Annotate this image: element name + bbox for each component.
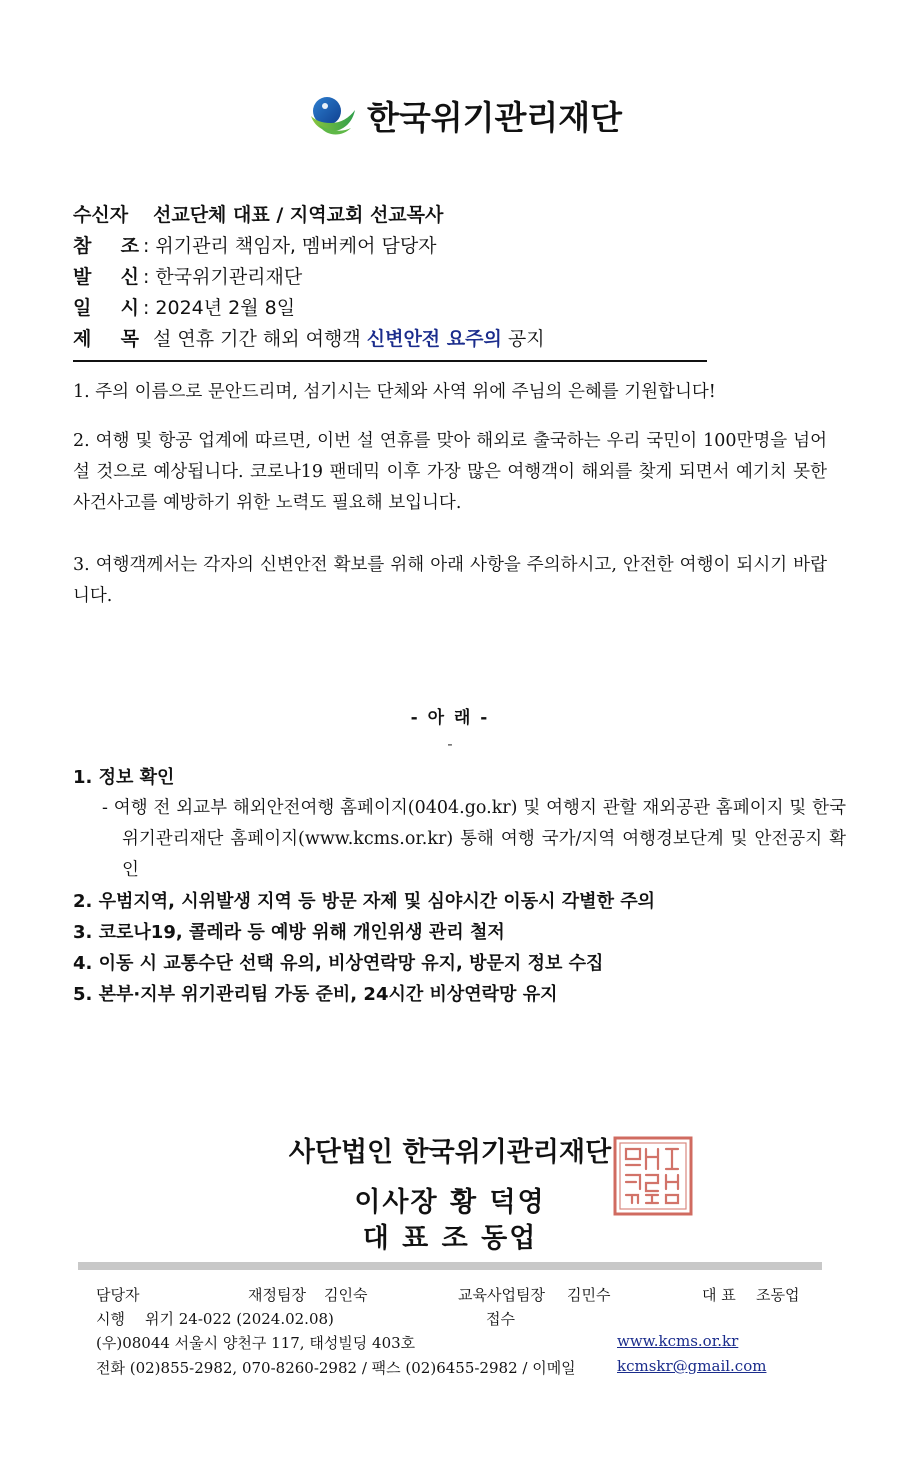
notice-title: - 아 래 -: [410, 708, 490, 728]
footer-email-link[interactable]: kcmskr@gmail.com: [617, 1357, 767, 1375]
sender-row: 발 신 : 한국위기관리재단: [73, 262, 713, 293]
notice-dash: -: [447, 735, 453, 753]
paragraph-background: 2. 여행 및 항공 업계에 따르면, 이번 설 연휴를 맞아 해외로 출국하는 우리 국민이 100만명을 넘어설 것으로 예상됩니다. 코로나19 팬데믹 이후 가장 많은 여행객이 해외를 찾게 되면서 예기치 못한 사건사고를 예방하기 위한 노력도 필요해 보입니다.: [73, 431, 827, 513]
date-row: 일 시 : 2024년 2월 8일: [73, 293, 713, 324]
recipient-row: [73, 200, 713, 231]
signature-org: 사단법인 한국위기관리재단: [288, 1137, 612, 1168]
notice-item-2: 2. 우범지역, 시위발생 지역 등 방문 자제 및 심야시간 이동시 각별한 주의: [73, 891, 655, 912]
paragraph-greeting: 1. 주의 이름으로 문안드리며, 섬기시는 단체와 사역 위에 주님의 은혜를 기원합니다!: [73, 382, 716, 402]
reference-value: 위기관리 책임자, 멤버케어 담당자: [155, 235, 437, 257]
notice-item-5: 5. 본부·지부 위기관리팀 가동 준비, 24시간 비상연락망 유지: [73, 984, 558, 1005]
footer-address: (우)08044 서울시 양천구 117, 태성빌딩 403호: [96, 1334, 416, 1352]
footer-contact: 전화 (02)855-2982, 070-8260-2982 / 팩스 (02)6455-2982 / 이메일: [96, 1359, 576, 1377]
footer-edu-name: 김민수: [567, 1286, 611, 1304]
org-header: [305, 92, 622, 139]
paragraph-request: 3. 여행객께서는 각자의 신변안전 확보를 위해 아래 사항을 주의하시고, 안전한 여행이 되시기 바랍니다.: [73, 555, 827, 606]
notice-item-1-detail: - 여행 전 외교부 해외안전여행 홈페이지(0404.go.kr) 및 여행지 관할 재외공관 홈페이지 및 한국위기관리재단 홈페이지(www.kcms.or.kr) 통해 여행 국가/지역 여행경보단계 및 안전공지 확인: [102, 798, 846, 880]
signature-rep: 대 표 조 동업: [362, 1223, 538, 1254]
notice-item-4: 4. 이동 시 교통수단 선택 유의, 비상연락망 유지, 방문지 정보 수집: [73, 953, 604, 974]
reference-label: 참 조: [73, 235, 139, 257]
subject-row: [73, 324, 713, 355]
official-seal-icon: [612, 1135, 694, 1217]
footer-enforce-label: 시행: [96, 1310, 125, 1328]
footer-website-link[interactable]: www.kcms.or.kr: [617, 1332, 739, 1350]
footer-rep-name: 조동업: [756, 1286, 800, 1304]
footer-rep-label: 대 표: [702, 1286, 736, 1304]
footer-receive-label: 접수: [486, 1310, 515, 1328]
subject-highlight: 신변안전 요주의: [366, 328, 502, 350]
footer-finance-team: 재정팀장: [248, 1286, 306, 1304]
notice-list: [73, 762, 846, 1010]
footer-edu-team: 교육사업팀장: [458, 1286, 545, 1304]
notice-item-3: 3. 코로나19, 콜레라 등 예방 위해 개인위생 관리 철저: [73, 922, 505, 943]
sender-value: 한국위기관리재단: [155, 266, 303, 288]
sender-label: 발 신: [73, 266, 139, 288]
footer-finance-name: 김인숙: [324, 1286, 368, 1304]
document-meta: [73, 200, 713, 355]
footer-divider: [78, 1262, 822, 1270]
subject-label: 제 목: [73, 328, 139, 350]
date-label: 일 시: [73, 297, 139, 319]
kcms-logo-icon: [305, 94, 357, 138]
org-name: 한국위기관리재단: [367, 98, 623, 137]
subject-value: 설 연휴 기간 해외 여행객 신변안전 요주의 공지: [153, 328, 545, 350]
notice-item-1: 1. 정보 확인: [73, 767, 175, 788]
recipient-label: 수신자: [73, 204, 129, 226]
reference-row: 참 조 : 위기관리 책임자, 멤버케어 담당자: [73, 231, 713, 262]
footer-enforce-value: 위기 24-022 (2024.02.08): [145, 1310, 334, 1328]
meta-divider: [73, 360, 707, 362]
date-value: 2024년 2월 8일: [155, 297, 296, 319]
signature-chair: 이사장 황 덕영: [354, 1187, 546, 1218]
footer-manager-label: 담당자: [96, 1286, 140, 1304]
recipient-value: 선교단체 대표 / 지역교회 선교목사: [153, 204, 444, 226]
